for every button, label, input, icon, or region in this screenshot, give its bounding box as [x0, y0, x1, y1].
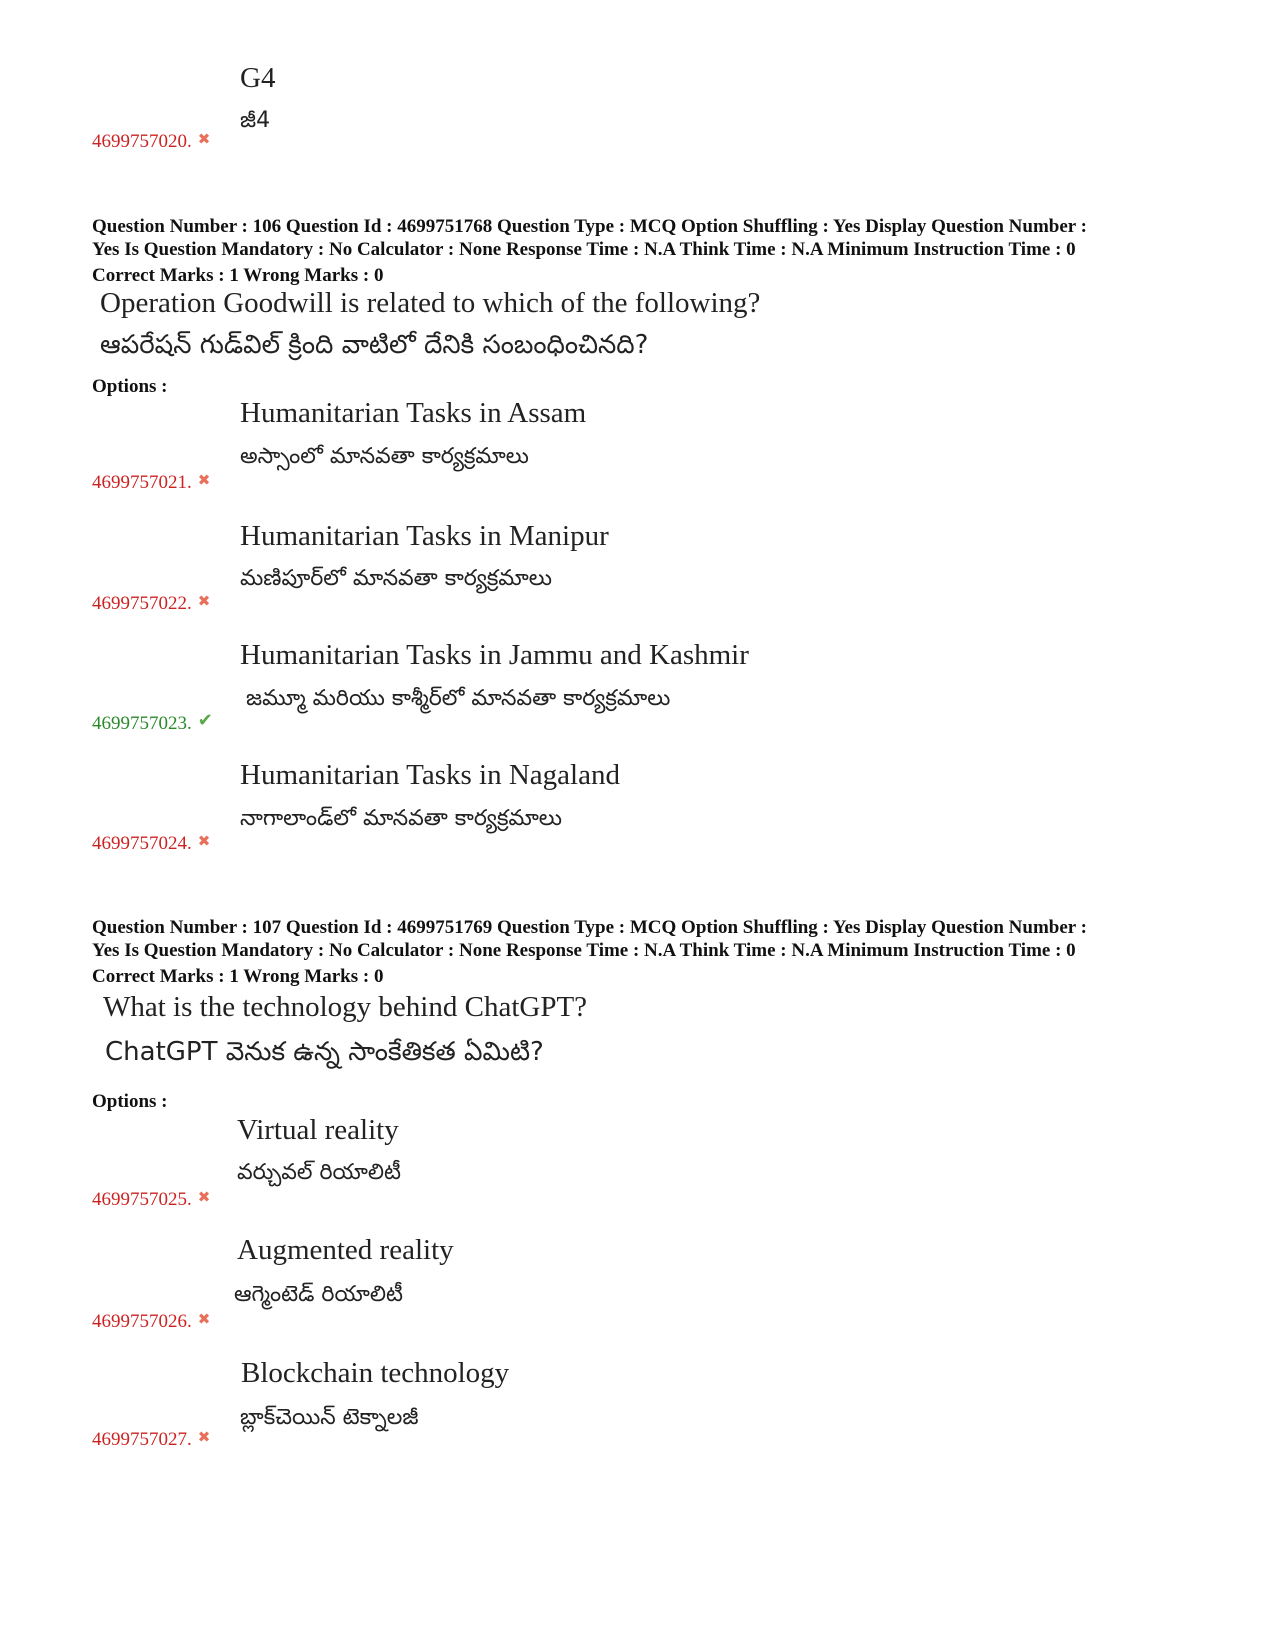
cross-mark-icon: ✖ [197, 1430, 211, 1446]
cross-mark-icon: ✖ [197, 1312, 211, 1328]
option-4699757027-english: Blockchain technology [241, 1357, 510, 1389]
option-id-text: 4699757023. [92, 713, 192, 734]
option-4699757026-id [92, 1310, 210, 1333]
option-4699757022-id [92, 592, 210, 615]
question-106-options-label: Options : [92, 376, 168, 397]
question-106-meta-line1: Question Number : 106 Question Id : 4699751768 Question Type : MCQ Option Shuffling : Yes Display Question Number : [92, 216, 1087, 237]
option-4699757023-english: Humanitarian Tasks in Jammu and Kashmir [240, 639, 749, 671]
prev-option-english: G4 [240, 62, 276, 94]
option-id-text: 4699757026. [92, 1311, 192, 1332]
prev-option-id [92, 130, 210, 153]
option-id-text: 4699757020. [92, 131, 192, 152]
option-4699757025-english: Virtual reality [237, 1114, 399, 1146]
option-4699757022-telugu: మణిపూర్‌లో మానవతా కార్యక్రమాలు [240, 566, 552, 591]
question-107-text-telugu: ChatGPT వెనుక ఉన్న సాంకేతికత ఏమిటి? [105, 1037, 544, 1067]
option-4699757021-telugu: అస్సాంలో మానవతా కార్యక్రమాలు [240, 444, 529, 469]
cross-mark-icon: ✖ [197, 473, 211, 489]
option-id-text: 4699757021. [92, 472, 192, 493]
option-4699757027-id [92, 1428, 210, 1451]
question-107-options-label: Options : [92, 1091, 168, 1112]
question-107-meta-line2: Yes Is Question Mandatory : No Calculator : None Response Time : N.A Think Time : N.A Minimum Instruction Time : 0 [92, 940, 1076, 961]
cross-mark-icon: ✖ [197, 1190, 211, 1206]
option-id-text: 4699757022. [92, 593, 192, 614]
option-id-text: 4699757024. [92, 833, 192, 854]
prev-option-telugu: జీ4 [240, 108, 271, 133]
option-4699757024-telugu: నాగాలాండ్‌లో మానవతా కార్యక్రమాలు [240, 806, 562, 831]
question-106-text-telugu: ఆపరేషన్ గుడ్‌విల్ క్రింది వాటిలో దేనికి సంబంధించినది? [100, 330, 649, 360]
option-4699757023-telugu: జమ్మూ మరియు కాశ్మీర్‌లో మానవతా కార్యక్రమాలు [246, 686, 671, 711]
option-4699757021-english: Humanitarian Tasks in Assam [240, 397, 587, 429]
option-4699757021-id [92, 471, 210, 494]
option-id-text: 4699757027. [92, 1429, 192, 1450]
option-4699757025-id [92, 1188, 210, 1211]
question-107-meta-line1: Question Number : 107 Question Id : 4699751769 Question Type : MCQ Option Shuffling : Yes Display Question Number : [92, 917, 1087, 938]
option-4699757025-telugu: వర్చువల్ రియాలిటీ [237, 1160, 402, 1185]
question-106-marks: Correct Marks : 1 Wrong Marks : 0 [92, 265, 384, 286]
question-107-marks: Correct Marks : 1 Wrong Marks : 0 [92, 966, 384, 987]
option-4699757022-english: Humanitarian Tasks in Manipur [240, 520, 609, 552]
option-4699757024-english: Humanitarian Tasks in Nagaland [240, 759, 620, 791]
option-4699757024-id [92, 832, 210, 855]
check-mark-icon: ✔ [197, 710, 213, 730]
question-106-meta-line2: Yes Is Question Mandatory : No Calculator : None Response Time : N.A Think Time : N.A Minimum Instruction Time : 0 [92, 239, 1076, 260]
option-4699757026-english: Augmented reality [237, 1234, 454, 1266]
option-4699757027-telugu: బ్లాక్‌చెయిన్ టెక్నాలజీ [240, 1405, 419, 1430]
cross-mark-icon: ✖ [197, 132, 211, 148]
question-106-text-english: Operation Goodwill is related to which of the following? [100, 287, 761, 319]
option-id-text: 4699757025. [92, 1189, 192, 1210]
option-4699757023-id [92, 710, 213, 735]
cross-mark-icon: ✖ [197, 834, 211, 850]
question-107-text-english: What is the technology behind ChatGPT? [103, 991, 588, 1023]
option-4699757026-telugu: ఆగ్మెంటెడ్ రియాలిటీ [234, 1282, 403, 1307]
cross-mark-icon: ✖ [197, 594, 211, 610]
